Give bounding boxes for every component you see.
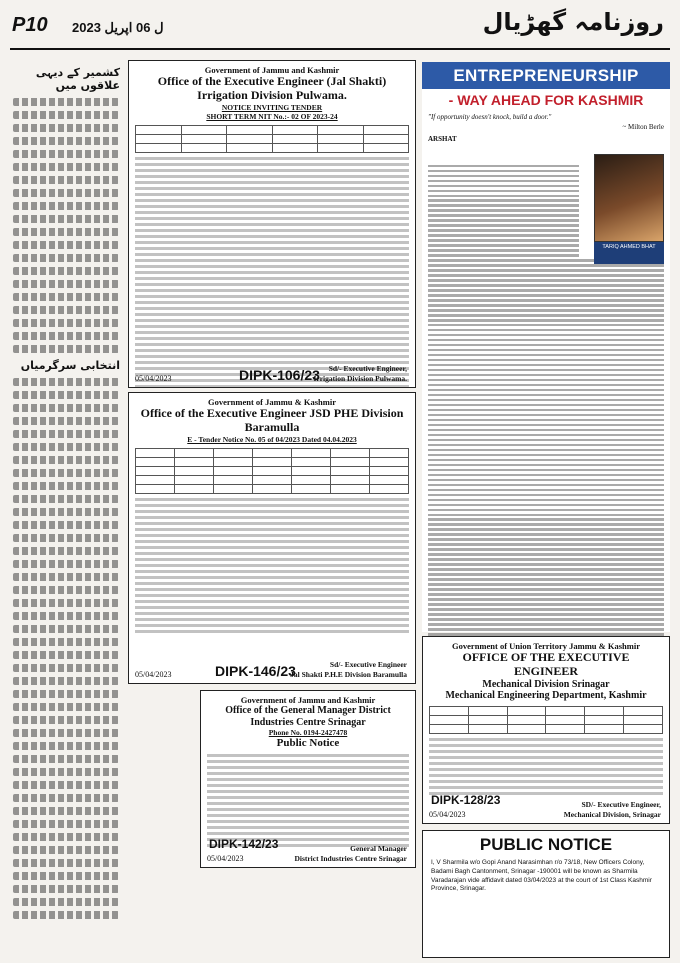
article-quote-author: ~ Milton Berle — [622, 123, 664, 131]
ad-notice-title: Public Notice — [276, 737, 340, 749]
ad-department: Mechanical Engineering Department, Kashmir — [445, 690, 647, 702]
ad-notice-title: E - Tender Notice No. 05 of 04/2023 Dated 04.04.2023 — [187, 434, 357, 444]
sign-line: District Industries Centre Srinagar — [294, 853, 407, 863]
article-quote: "If opportunity doesn't knock, build a door." — [428, 113, 552, 121]
ad-signature — [290, 660, 407, 679]
urdu-headline: انتخابی سرگرمیاں — [20, 359, 120, 372]
page-number: P10 — [12, 14, 48, 36]
irrigation-tender-ad — [128, 60, 416, 388]
ad-gov-line: Government of Union Territory Jammu & Kashmir — [452, 641, 640, 651]
ad-ref: DIPK-142/23 — [209, 837, 279, 851]
dic-public-notice-ad — [200, 690, 416, 868]
article-author: ARSHAT — [428, 135, 457, 143]
ad-ref: DIPK-146/23 — [215, 663, 296, 679]
sign-line: Jal Shakti P.H.E Division Baramulla — [290, 669, 407, 679]
public-notice-title: PUBLIC NOTICE — [479, 835, 613, 854]
ad-notice-title: NOTICE INVITING TENDER — [221, 102, 323, 112]
ad-date: 05/04/2023 — [135, 374, 172, 383]
sign-line: Sd/- Executive Engineer — [329, 660, 407, 670]
sign-line: SD/- Executive Engineer, — [581, 800, 661, 810]
mechanical-tender-ad — [422, 636, 670, 824]
ad-term: SHORT TERM NIT No.:- 02 OF 2023-24 — [206, 111, 338, 121]
ad-gov-line: Government of Jammu and Kashmir — [240, 695, 376, 705]
sign-line: Mechanical Division, Srinagar — [563, 809, 661, 819]
entrepreneurship-article — [422, 62, 670, 632]
photo-caption: TARIQ AHMED BHAT — [594, 242, 664, 264]
issue-date: 2023 ل 06 اپریل — [72, 20, 164, 35]
ad-office-title: Office of the Executive Engineer JSD PHE Division Baramulla — [140, 406, 404, 434]
tender-table — [429, 706, 663, 734]
ad-ref: DIPK-106/23 — [239, 367, 320, 383]
ad-signature — [564, 800, 661, 819]
ad-date: 05/04/2023 — [207, 854, 244, 863]
sign-line: General Manager — [350, 844, 407, 854]
ad-date: 05/04/2023 — [135, 670, 172, 679]
ad-date: 05/04/2023 — [429, 810, 466, 819]
phe-tender-ad — [128, 392, 416, 684]
author-photo — [594, 154, 664, 242]
ad-ref: DIPK-128/23 — [431, 793, 501, 807]
masthead-rule — [10, 48, 670, 50]
ad-phone: Phone No. 0194-2427478 — [268, 728, 348, 737]
article-subtitle: - WAY AHEAD FOR KASHMIR — [448, 92, 644, 108]
public-notice — [422, 830, 670, 958]
ad-office-title: Office of the Executive Engineer (Jal Shakti) Irrigation Division Pulwama. — [157, 74, 387, 102]
sign-line: Sd/- Executive Engineer, — [328, 364, 407, 374]
ad-gov-line: Government of Jammu and Kashmir — [204, 65, 340, 75]
newspaper-brand: روزنامہ گھڑیال — [482, 8, 664, 36]
urdu-headline: کشمیر کے دیہی علاقوں میں — [35, 66, 120, 92]
article-band-title: ENTREPRENEURSHIP — [422, 62, 670, 89]
urdu-news-column — [10, 60, 122, 955]
tender-table — [135, 125, 409, 153]
ad-office-title: OFFICE OF THE EXECUTIVE ENGINEER — [462, 650, 630, 678]
ad-signature — [294, 844, 407, 863]
public-notice-body: I, V Sharmila w/o Gopi Anand Narasimhan r/o 73/18, New Officers Colony, Badami Bagh Cantonment, Srinagar -190001 will be known as Sharmila Varadarajan vide affidavit dated 03/04/2023 at the court of 1st Class Kashmir Province, Srinagar. — [431, 859, 652, 893]
sign-line: Irrigation Division Pulwama. — [313, 373, 407, 383]
ad-gov-line: Government of Jammu & Kashmir — [208, 397, 336, 407]
ad-signature — [313, 364, 407, 383]
ad-office-title: Office of the General Manager District Industries Centre Srinagar — [225, 705, 391, 728]
ad-office-subtitle: Mechanical Division Srinagar — [482, 678, 610, 690]
masthead — [0, 0, 680, 52]
tender-table — [135, 448, 409, 494]
